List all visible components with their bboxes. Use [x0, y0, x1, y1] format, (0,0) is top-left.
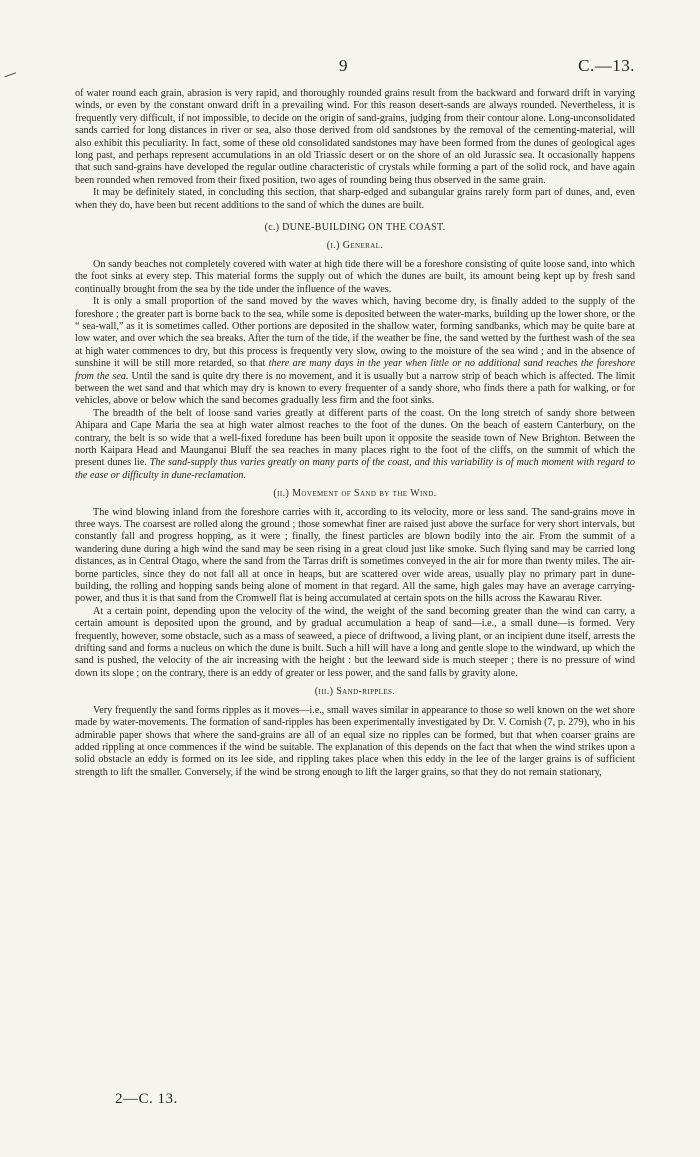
page-number: 9 [339, 56, 348, 75]
section-heading: (c.) DUNE-BUILDING ON THE COAST. [264, 222, 446, 234]
text-run: The breadth of the belt of loose sand varies greatly at different parts of the coast. On the long stretch of sandy shore between Ahipara and Cape Maria the sea at high water almost reaches to the foot of the dunes. On the beach of eastern Canterbury, on the contrary, the belt is so wide that a well-fixed foredune has been built upon it opposite the seaside town of New Brighton. Between the north Kaipara Head and Maunganui Bluff the sea reaches in many places right to the foot of the cliffs, on the summit of which the present dunes lie. [75, 407, 635, 469]
subsection-heading-movement: (ii.) Movement of Sand by the Wind. [273, 488, 437, 500]
paragraph: of water round each grain, abrasion is very rapid, and thoroughly rounded grains result from the backward and forward drift in varying winds, or even by the constant onward drift in a prevailing wind. For this reason desert-sands are always rounded. Nevertheless, it is frequently very difficult, if not impossible, to decide on the origin of sand-grains, judging from their contour alone. Long-unconsolidated sands carried for long distances in river or sea, also those derived from old sandstones by the removal of the cementing-material, will also exhibit this peculiarity. In fact, some of these old consolidated sandstones may have been formed from the dunes of geological ages long past, and perhaps represent accumulations in an old Triassic desert or on the shore of an old Jurassic sea. It occasionally happens that such sand-grains have developed the regular outline characteristic of crystals while forming a part of the solid rock, and have again been rounded when removed from their fixed position, two ages of rounding being thus observed in the same grain. [75, 88, 635, 186]
margin-mark [4, 72, 19, 86]
paragraph [75, 408, 635, 482]
paragraph: The wind blowing inland from the foreshore carries with it, according to its velocity, more or less sand. The sand-grains move in three ways. The coarsest are rolled along the ground ; those somewhat finer are raised just above the surface for very short intervals, but constantly fall and progress hopping, as it were ; finally, the finest particles are blown bodily into the air. From the summit of a wandering dune during a high wind the sand may be seen rising in a great cloud just like smoke. Such flying sand may be carried long distances, as in Central Otago, where the sand from the Tarras drift is sometimes conveyed in the air for more than twenty miles. The air-borne particles, since they do not fall all at once in heaps, but are scattered over wide areas, usually play no primary part in dune-building, the rolling and hopping sands being alone of moment in that regard. All the same, high gales may have an average carrying-power, and thus it is that sand from the Cromwell flat is being accumulated at certain spots on the hills across the Kawarau River. [75, 506, 635, 605]
paragraph: It may be definitely stated, in concluding this section, that sharp-edged and subangular grains rarely form part of dunes, and, even when they do, have been but recent additions to the sand of which the dunes are built. [75, 187, 635, 211]
text-run: It is only a small proportion of the sand moved by the waves which, having become dry, is finally added to the supply of the foreshore ; the greater part is borne back to the sea, while some is deposited between the water-marks, building up the lower shore, or the “ sea-wall,” as it is sometimes called. Other portions are deposited in the shallow water, forming sandbanks, which may be quite bare at low water, and over which the sea breaks. After the turn of the tide, if the weather be fine, the sand wetted by the furthest wash of the sea at high water commences to dry, but this process is frequently very slow, owing to the moisture of the sea wind ; and in the absence of sunshine it will be still more retarded, so that [75, 296, 635, 370]
document-reference: C.—13. [578, 56, 635, 75]
paragraph [75, 296, 635, 408]
page-footer-signature: 2—C. 13. [115, 1091, 178, 1107]
body-text [75, 88, 635, 779]
paragraph: Very frequently the sand forms ripples as it moves—i.e., small waves similar in appearance to those so well known on the wet shore made by water-movements. The formation of sand-ripples has been experimentally investigated by Dr. V. Cornish (7, p. 279), who in his admirable paper shows that where the sand-grains are all of an equal size no ripples can be formed, but that when coarser grains are added rippling at once commences if the wind be suitable. The explanation of this depends on the fact that when the wind strikes upon a solid obstacle an eddy is formed on its lee side, and rippling takes place when this eddy in the lee of the larger grains is of sufficient strength to lift the smaller. Conversely, if the wind be strong enough to lift the larger grains, so that they do not remain stationary, [75, 704, 635, 778]
emphasis-text: The sand-supply thus varies greatly on many parts of the coast, and this variability is of much moment with regard to the ease or difficulty in dune-reclamation. [75, 457, 636, 481]
text-run: Until the sand is quite dry there is no movement, and it is usually but a narrow strip of beach which is affected. The limit between the wet sand and that which may dry is known to every frequenter of a sandy shore, who finds there a path for walking, or for vehicles, above or below which the sand becomes gradually less firm and the foot sinks. [75, 370, 635, 407]
subsection-heading-ripples: (iii.) Sand-ripples. [314, 686, 396, 698]
paragraph: On sandy beaches not completely covered with water at high tide there will be a foreshore consisting of quite loose sand, into which the foot sinks at every step. This material forms the supply out of which the dunes are built, its amount being kept up by fresh sand continually brought from the sea by the tide under the influence of the waves. [75, 258, 635, 295]
page-header [75, 56, 635, 78]
emphasis-text: there are many days in the year when little or no additional sand reaches the foreshore from the sea. [75, 358, 636, 382]
subsection-heading-general: (i.) General. [326, 240, 384, 252]
paragraph: At a certain point, depending upon the velocity of the wind, the weight of the sand becoming greater than the wind can carry, a certain amount is deposited upon the ground, and by gradual accumulation a heap of sand—i.e., a small dune—is formed. Very frequently, however, some obstacle, such as a mass of seaweed, a piece of driftwood, a living plant, or an incipient dune itself, arrests the drifting sand and forms a nucleus on which the dune is built. Such a hill will have a long and gentle slope to the windward, up which the sand is pushed, the velocity of the air increasing with the height : but the leeward side is much steeper ; there is no pressure of wind down its slope ; on the contrary, there is an eddy of greater or less power, and the sand falls by gravity alone. [75, 605, 635, 679]
